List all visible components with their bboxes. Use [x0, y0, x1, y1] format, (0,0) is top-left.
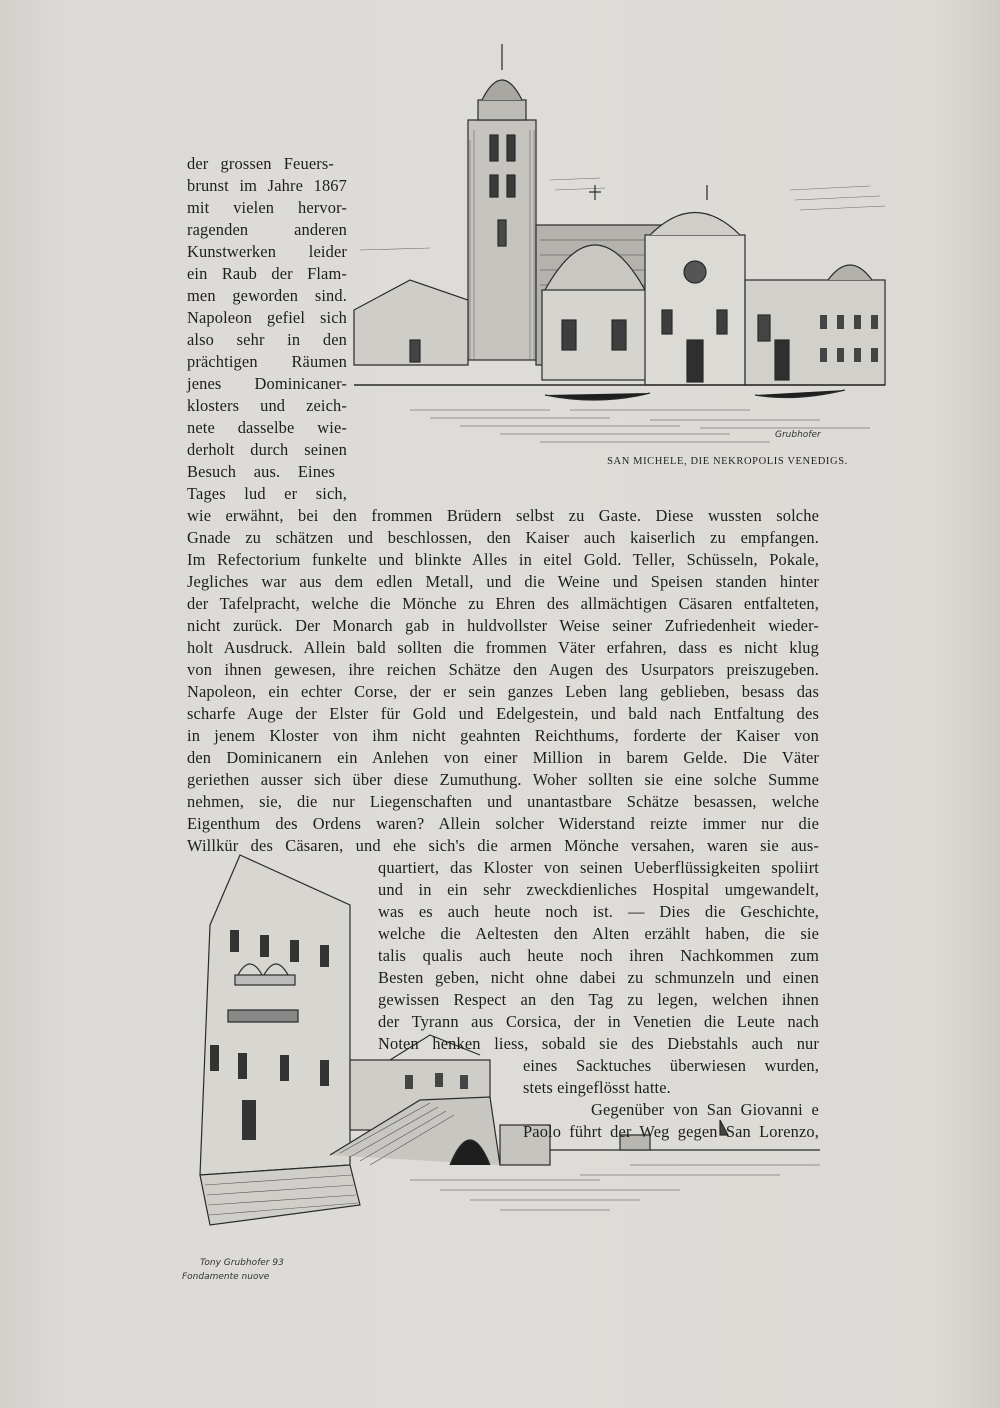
text-line: wie erwähnt, bei den frommen Brüdern selbst zu Gaste. Diese wussten solche [187, 506, 819, 525]
text-line: holt Ausdruck. Allein bald sollten die frommen Väter erfahren, dass es nicht klug [187, 638, 819, 657]
text-line: stets eingeflösst hatte. [523, 1078, 671, 1097]
text-line: mit vielen hervor- [187, 198, 347, 217]
text-line: welche die Aeltesten den Alten erzählt haben, die sie [378, 924, 819, 943]
text-line: scharfe Auge der Elster für Gold und Edelgestein, und bald nach Entfaltung des [187, 704, 819, 723]
top-illustration-signature: Grubhofer [775, 430, 821, 440]
text-line: nete dasselbe wie- [187, 418, 347, 437]
text-line: Tages lud er sich, [187, 484, 347, 503]
text-line: Jegliches war aus dem edlen Metall, und die Weine und Speisen standen hinter [187, 572, 819, 591]
bottom-illustration-signature: Tony Grubhofer 93 [200, 1258, 284, 1268]
san-michele-illustration [350, 40, 890, 450]
text-line: geriethen ausser sich über diese Zumuthung. Woher sollten sie eine solche Summe [187, 770, 819, 789]
text-line: prächtigen Räumen [187, 352, 347, 371]
text-line: was es auch heute noch ist. — Dies die Geschichte, [378, 902, 819, 921]
text-line: also sehr in den [187, 330, 347, 349]
text-line: Besten geben, nicht ohne dabei zu schmunzeln und einen [378, 968, 819, 987]
text-line: ragenden anderen [187, 220, 347, 239]
text-line: Im Refectorium funkelte und blinkte Alles in eitel Gold. Teller, Schüsseln, Pokale, [187, 550, 819, 569]
text-line: Willkür des Cäsaren, und ehe sich's die armen Mönche versahen, waren sie aus- [187, 836, 819, 855]
text-line: Paolo führt der Weg gegen San Lorenzo, [523, 1122, 819, 1141]
text-line: Gnade zu schätzen und beschlossen, den Kaiser auch kaiserlich zu empfangen. [187, 528, 819, 547]
figure-caption: SAN MICHELE, DIE NEKROPOLIS VENEDIGS. [607, 456, 848, 467]
text-line: Gegenüber von San Giovanni e [591, 1100, 819, 1119]
text-line: der Tyrann aus Corsica, der in Venetien die Leute nach [378, 1012, 819, 1031]
text-line: nicht zurück. Der Monarch gab in huldvollster Weise seiner Zufriedenheit wieder- [187, 616, 819, 635]
text-line: Kunstwerken leider [187, 242, 347, 261]
text-line: Besuch aus. Eines [187, 462, 335, 481]
text-line: men geworden sind. [187, 286, 347, 305]
text-line: in jenem Kloster von ihm nicht geahnten Reichthums, forderte der Kaiser von [187, 726, 819, 745]
text-line: talis qualis auch heute noch ihren Nachkommen zum [378, 946, 819, 965]
text-line: jenes Dominicaner- [187, 374, 347, 393]
text-line: quartiert, das Kloster von seinen Ueberflüssigkeiten spoliirt [378, 858, 819, 877]
bottom-illustration-place: Fondamente nuove [182, 1272, 270, 1282]
text-line: den Dominicanern ein Anlehen von einer Million in barem Gelde. Die Väter [187, 748, 819, 767]
text-line: von ihnen gewesen, ihre reichen Schätze den Augen des Usurpators preiszugeben. [187, 660, 819, 679]
text-line: eines Sacktuches überwiesen wurden, [523, 1056, 819, 1075]
text-line: der Tafelpracht, welche die Mönche zu Ehren des allmächtigen Cäsaren entfalteten, [187, 594, 819, 613]
text-line: nehmen, sie, die nur Liegenschaften und unantastbare Schätze besassen, welche [187, 792, 819, 811]
text-line: Napoleon gefiel sich [187, 308, 347, 327]
text-line: Napoleon, ein echter Corse, der er sein ganzes Leben lang geblieben, besass das [187, 682, 819, 701]
text-line: ein Raub der Flam- [187, 264, 347, 283]
text-line: der grossen Feuers- [187, 154, 334, 173]
text-line: brunst im Jahre 1867 [187, 176, 347, 195]
text-line: und in ein sehr zweckdienliches Hospital umgewandelt, [378, 880, 819, 899]
text-line: klosters und zeich- [187, 396, 347, 415]
text-line: derholt durch seinen [187, 440, 347, 459]
text-line: Noten henken liess, sobald sie des Diebstahls auch nur [378, 1034, 819, 1053]
text-line: Eigenthum des Ordens waren? Allein solcher Widerstand reizte immer nur die [187, 814, 819, 833]
text-line: gewissen Respect an den Tag zu legen, welchen ihnen [378, 990, 819, 1009]
